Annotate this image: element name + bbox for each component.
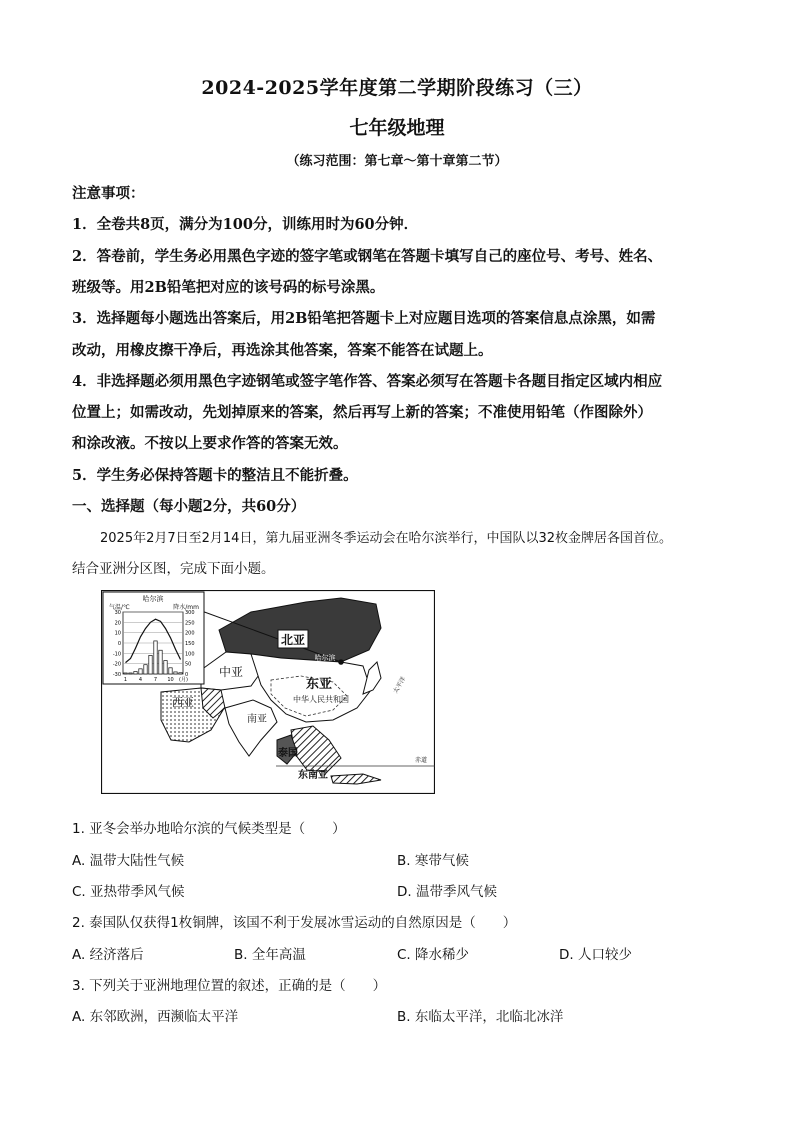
- notice-item-2b: 班级等。用2B铅笔把对应的该号码的标号涂黑。: [72, 279, 385, 296]
- climate-month-tick: (月): [179, 677, 188, 683]
- intro-line-1: 2025年2月7日至2月14日，第九届亚洲冬季运动会在哈尔滨举行，中国队以32枚金牌居各国首位。: [100, 531, 672, 546]
- precipitation-bar: [144, 665, 147, 674]
- question-2-stem: 2. 泰国队仅获得1枚铜牌，该国不利于发展冰雪运动的自然原因是（ ）: [72, 915, 517, 931]
- question-1-option-b[interactable]: B. 寒带气候: [397, 853, 469, 869]
- climate-month-tick: 1: [123, 677, 128, 683]
- question-3-option-a[interactable]: A. 东邻欧洲，西濒临太平洋: [72, 1009, 239, 1025]
- label-central-asia: 中亚: [218, 665, 244, 679]
- climate-right-axis-title: 降水/mm: [173, 604, 199, 611]
- question-2-option-d[interactable]: D. 人口较少: [559, 947, 632, 963]
- question-1-option-a[interactable]: A. 温带大陆性气候: [72, 853, 185, 869]
- climate-left-tick: -30: [112, 672, 121, 678]
- climate-right-tick: 200: [185, 630, 195, 637]
- precipitation-bar: [129, 673, 132, 674]
- precipitation-bar: [159, 650, 162, 674]
- label-southeast-asia: 东南亚: [298, 770, 328, 781]
- notice-item-3a: 3．选择题每小题选出答案后，用2B铅笔把答题卡上对应题目选项的答案信息点涂黑，如需: [72, 310, 656, 327]
- question-2-option-c[interactable]: C. 降水稀少: [397, 947, 470, 963]
- climate-right-tick: 150: [185, 641, 195, 647]
- climate-right-tick: 0: [185, 672, 189, 678]
- notice-item-2a: 2．答卷前，学生务必用黑色字迹的签字笔或钢笔在答题卡填写自己的座位号、考号、姓名、: [72, 248, 663, 265]
- notice-item-4b: 位置上；如需改动，先划掉原来的答案，然后再写上新的答案；不准使用铅笔（作图除外）: [72, 404, 652, 421]
- label-north-asia: 北亚: [280, 633, 306, 647]
- climate-right-tick: 100: [185, 651, 195, 658]
- notice-item-1: 1．全卷共8页，满分为100分，训练用时为60分钟．: [72, 216, 419, 233]
- label-china: 中华人民共和国: [293, 695, 349, 704]
- label-east-asia: 东亚: [305, 677, 333, 692]
- asia-region-map: [101, 590, 435, 794]
- climate-right-tick: 250: [185, 620, 195, 627]
- question-1-option-d[interactable]: D. 温带季风气候: [397, 884, 497, 900]
- label-harbin: 哈尔滨: [314, 654, 336, 662]
- question-3-option-b[interactable]: B. 东临太平洋，北临北冰洋: [397, 1009, 564, 1025]
- question-2-option-b[interactable]: B. 全年高温: [234, 947, 306, 963]
- climate-month-tick: 10: [167, 677, 174, 683]
- label-pacific: 太平洋: [392, 675, 408, 695]
- notice-item-4c: 和涂改液。不按以上要求作答的答案无效。: [72, 435, 348, 452]
- precipitation-bar: [154, 641, 157, 674]
- exam-subject: 七年级地理: [349, 117, 445, 139]
- climate-left-axis-title: 气温/℃: [109, 604, 130, 611]
- question-2-option-a[interactable]: A. 经济落后: [72, 947, 144, 963]
- question-3-stem: 3. 下列关于亚洲地理位置的叙述，正确的是（ ）: [72, 978, 387, 994]
- intro-line-2: 结合亚洲分区图，完成下面小题。: [72, 561, 275, 577]
- exam-title: 2024-2025学年度第二学期阶段练习（三）: [201, 77, 593, 99]
- label-thailand: 泰国: [278, 748, 298, 759]
- climate-left-tick: -20: [112, 661, 121, 668]
- precipitation-bar: [164, 661, 167, 674]
- precipitation-bar: [139, 669, 142, 674]
- precipitation-bar: [149, 655, 152, 674]
- climate-left-tick: 20: [114, 620, 121, 627]
- precipitation-bar: [134, 672, 137, 674]
- harbin-marker: [338, 659, 344, 665]
- precipitation-bar: [124, 673, 127, 674]
- climate-right-tick: 300: [185, 610, 195, 616]
- precipitation-bar: [174, 672, 177, 674]
- section-heading: 一、选择题（每小题2分，共60分）: [72, 498, 306, 515]
- question-1-stem: 1. 亚冬会举办地哈尔滨的气候类型是（ ）: [72, 821, 346, 837]
- climate-right-tick: 50: [185, 661, 192, 668]
- climate-chart-title: 哈尔滨: [142, 595, 164, 603]
- climate-left-tick: -10: [112, 651, 121, 658]
- notice-item-3b: 改动，用橡皮擦干净后，再选涂其他答案，答案不能答在试题上。: [72, 342, 493, 359]
- notice-heading: 注意事项：: [72, 185, 145, 202]
- notice-item-4a: 4．非选择题必须用黑色字迹钢笔或签字笔作答、答案必须写在答题卡各题目指定区域内相应: [72, 373, 663, 390]
- climate-month-tick: 7: [153, 677, 158, 683]
- climate-left-tick: 0: [117, 641, 121, 647]
- climate-left-tick: 30: [114, 610, 121, 616]
- climate-left-tick: 10: [114, 630, 121, 637]
- question-1-option-c[interactable]: C. 亚热带季风气候: [72, 884, 185, 900]
- harbin-climate-chart: [103, 592, 204, 684]
- exam-scope: （练习范围：第七章～第十章第二节）: [286, 154, 508, 169]
- label-west-asia: 西亚: [172, 696, 194, 709]
- label-south-asia: 南亚: [247, 714, 267, 725]
- notice-item-5: 5．学生务必保持答题卡的整洁且不能折叠。: [72, 467, 358, 484]
- precipitation-bar: [169, 668, 172, 674]
- label-equator: 赤道: [414, 757, 428, 764]
- climate-month-tick: 4: [138, 677, 143, 683]
- precipitation-bar: [179, 673, 182, 674]
